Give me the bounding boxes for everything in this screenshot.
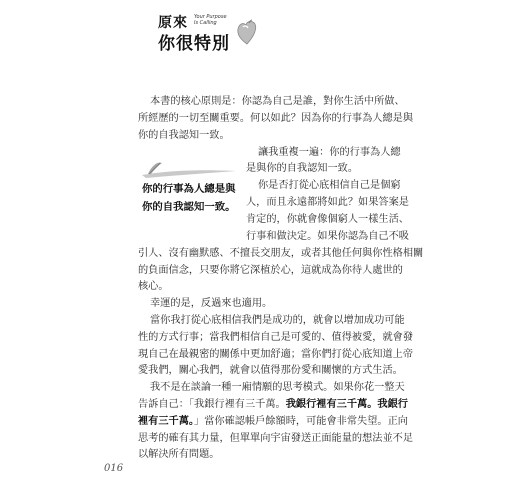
body-line: 所經歷的一切至關重要。何以如此？因為你的行事為人總是與 [138,113,414,124]
body-line: 現自己在最親密的關係中更加舒適；當你們打從心底知道上帝 [138,349,414,360]
body-line: 以解決所有問題。 [138,449,220,460]
body-line: 本書的核心原則是：你認為自己是誰，對你生活中所做、 [150,96,405,107]
pull-quote [140,145,238,215]
chapter-header [158,10,248,58]
body-line: 當你我打從心底相信我們是成功的，就會以增加成功可能 [150,315,405,326]
body-line: 肯定的，你就會像個窮人一樣生活、 [246,214,409,225]
body-line: 引人、沒有幽默感、不擅長交朋友，或者其他任何與你性格相關 [138,248,424,259]
body-line: 我不是在談論一種一廂情願的思考模式。如果你花一整天 [150,382,405,393]
body-line: 你的自我認知一致。 [138,130,230,141]
emphasis-text: 裡有三千萬。 [138,416,195,427]
header-title-bottom: 你很特別 [158,34,230,54]
body-line: 愛我們，關心我們，就會以值得那份愛和關懷的方式生活。 [138,365,403,376]
body-line [138,413,408,430]
body-line: 性的方式行事；當我們相信自己是可愛的、值得被愛，就會發 [138,332,414,343]
header-english-line1: Your Purpose [194,14,227,20]
body-line: 行事和做決定。如果你認為自己不吸 [246,231,409,242]
body-line: 的負面信念，只要你將它深植於心，這就成為你待人處世的 [138,265,403,276]
emphasis-text: 我銀行裡有三千萬。我銀行 [285,399,408,410]
body-line: 幸運的是，反過來也適用。 [150,298,273,309]
header-title-top: 原來 [158,15,188,31]
body-line-part: 告訴自己：「我銀行裡有三千萬。 [138,399,286,410]
header-english-line2: Is Calling [194,20,217,26]
header-english-subtitle [194,14,234,26]
feather-brushstroke-icon [140,153,240,183]
leaf-heart-icon [237,19,257,45]
body-line [138,396,408,413]
body-line: 思考的確有其力量，但單單向宇宙發送正面能量的想法並不足 [138,433,414,444]
body-line: 核心。 [138,281,169,292]
pull-quote-line: 你的行事為人總是與 [142,183,236,195]
body-line: 你是否打從心底相信自己是個窮 [258,180,401,191]
body-line: 人，而且永遠都將如此？如果答案是 [246,197,409,208]
body-line: 讓我重複一遍：你的行事為人總 [258,147,401,158]
body-line-part: 」當你確認帳戶餘額時，可能會非常失望。正向 [194,416,408,427]
page-number: 016 [104,463,124,474]
body-line: 是與你的自我認知一致。 [246,163,359,174]
pull-quote-line: 你的自我認知一致。 [142,201,236,213]
